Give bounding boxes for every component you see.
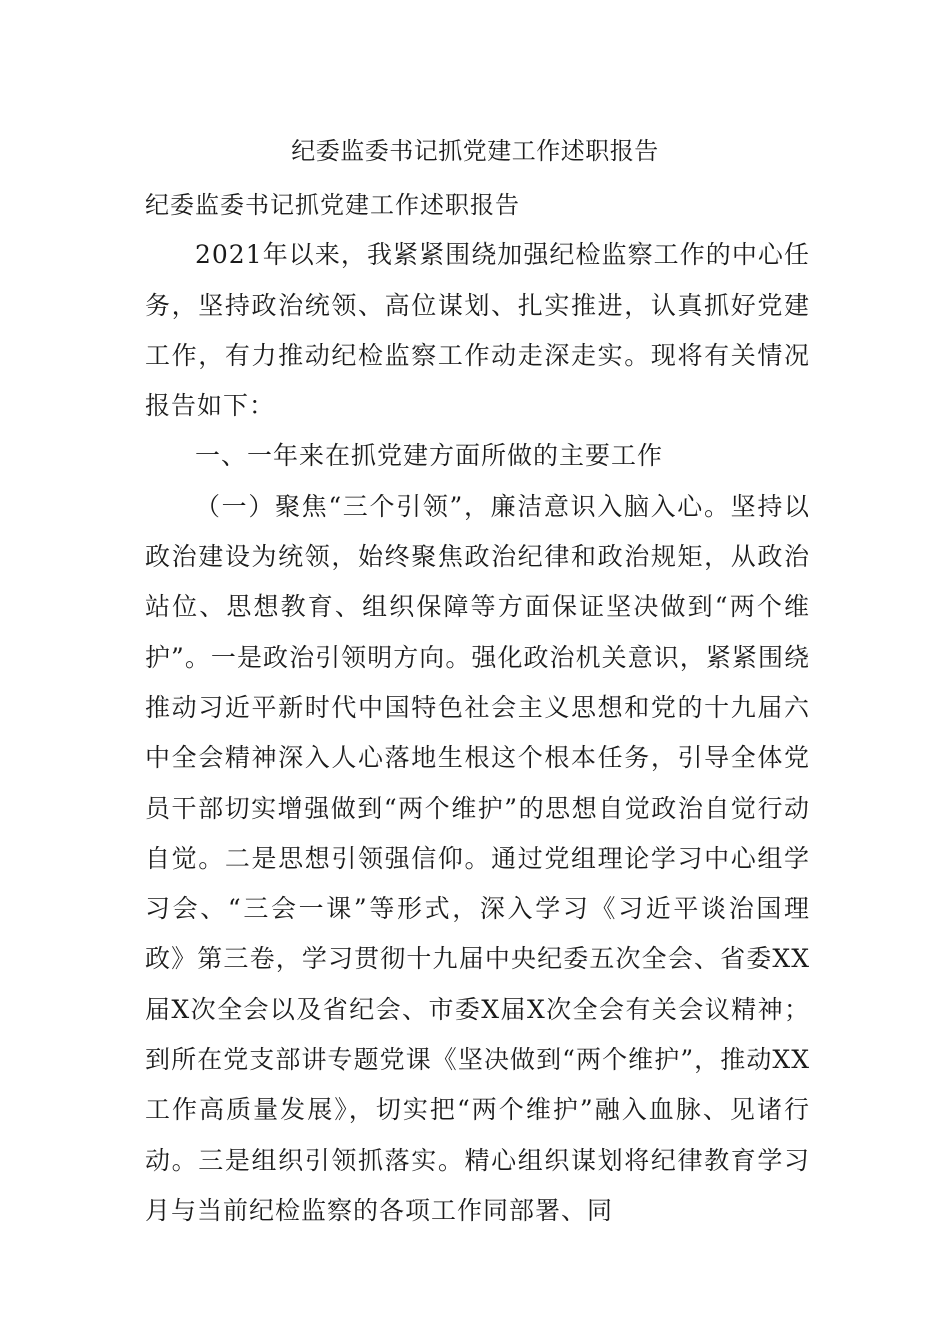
paragraph-intro: 2021年以来，我紧紧围绕加强纪检监察工作的中心任务，坚持政治统领、高位谋划、扎实推进，认真抓好党建工作，有力推动纪检监察工作动走深走实。现将有关情况报告如下： — [145, 240, 810, 421]
document-subtitle: 纪委监委书记抓党建工作述职报告 — [145, 191, 520, 219]
section-heading: 一、一年来在抓党建方面所做的主要工作 — [195, 441, 664, 471]
paragraph-section-one: （一）聚焦“三个引领”，廉洁意识入脑入心。坚持以政治建设为统领，始终聚焦政治纪律和政治规矩，从政治站位、思想教育、组织保障等方面保证坚决做到“两个维护”。一是政治引领明方向。强化政治机关意识，紧紧围绕推动习近平新时代中国特色社会主义思想和党的十九届六中全会精神深入人心落地生根这个根本任务，引导全体党员干部切实增强做到“两个维护”的思想自觉政治自觉行动自觉。二是思想引领强信仰。通过党组理论学习中心组学习会、“三会一课”等形式，深入学习《习近平谈治国理政》第三卷，学习贯彻十九届中央纪委五次全会、省委XX届X次全会以及省纪会、市委X届X次全会有关会议精神；到所在党支部讲专题党课《坚决做到“两个维护”，推动XX工作高质量发展》，切实把“两个维护”融入血脉、见诸行动。三是组织引领抓落实。精心组织谋划将纪律教育学习月与当前纪检监察的各项工作同部署、同 — [145, 491, 810, 1225]
document-title: 纪委监委书记抓党建工作述职报告 — [291, 137, 659, 165]
document-body — [145, 180, 810, 1236]
